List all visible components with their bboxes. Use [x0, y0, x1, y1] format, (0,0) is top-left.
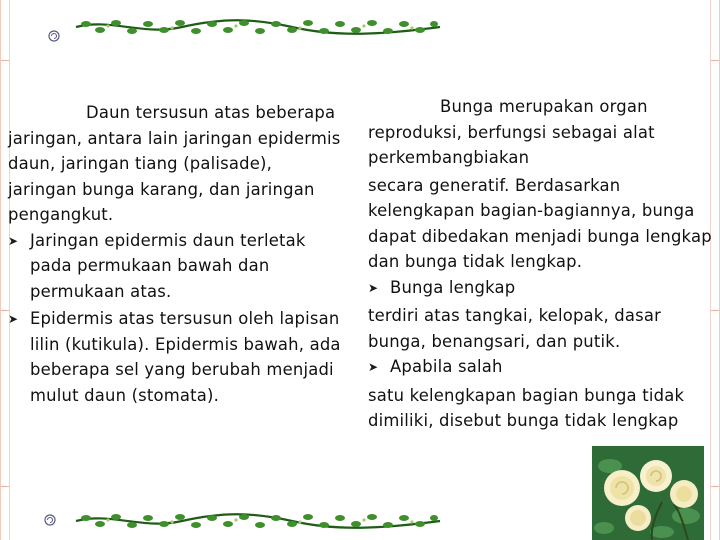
spiral-icon	[44, 514, 56, 526]
frame-tick	[711, 486, 719, 487]
vine-divider	[72, 16, 444, 38]
left-intro: Daun tersusun atas beberapa jaringan, antara lain jaringan epidermis daun, jaringan tiang (palisade), jaringan bunga karang, dan jaringan pengangkut.	[8, 103, 341, 224]
frame-tick	[1, 486, 9, 487]
rose-image	[592, 446, 704, 540]
spiral-icon	[48, 30, 60, 42]
arrow-bullet-icon: ➤	[8, 312, 19, 326]
right-intro-2: secara generatif. Berdasarkan kelengkapan bagian-bagiannya, bunga dapat dibedakan menjadi bunga lengkap dan bunga tidak lengkap.	[368, 175, 712, 271]
bullet-detail: satu kelengkapan bagian bunga tidak dimiliki, disebut bunga tidak lengkap	[368, 385, 685, 430]
arrow-bullet-icon: ➤	[8, 233, 19, 248]
frame-tick	[1, 60, 9, 61]
right-intro-1: Bunga merupakan organ reproduksi, berfungsi sebagai alat perkembangbiakan	[368, 97, 655, 167]
list-item-text: Apabila salah	[390, 357, 503, 376]
list-item	[8, 306, 343, 408]
left-column	[8, 100, 343, 408]
arrow-bullet-icon: ➤	[368, 280, 379, 295]
arrow-bullet-icon: ➤	[368, 360, 379, 374]
bullet-detail: terdiri atas tangkai, kelopak, dasar bunga, benangsari, dan putik.	[368, 306, 662, 351]
list-item-text: Bunga lengkap	[390, 277, 516, 297]
right-column	[368, 94, 713, 434]
list-item-text: Jaringan epidermis daun terletak pada permukaan bawah dan permukaan atas.	[30, 230, 306, 301]
list-item-text: Epidermis atas tersusun oleh lapisan lilin (kutikula). Epidermis bawah, ada beberapa sel yang berubah menjadi mulut daun (stomata).	[30, 309, 341, 405]
list-item	[368, 275, 713, 302]
vine-divider	[72, 510, 444, 532]
frame-tick	[711, 60, 719, 61]
list-item	[368, 354, 713, 381]
list-item	[8, 228, 343, 305]
